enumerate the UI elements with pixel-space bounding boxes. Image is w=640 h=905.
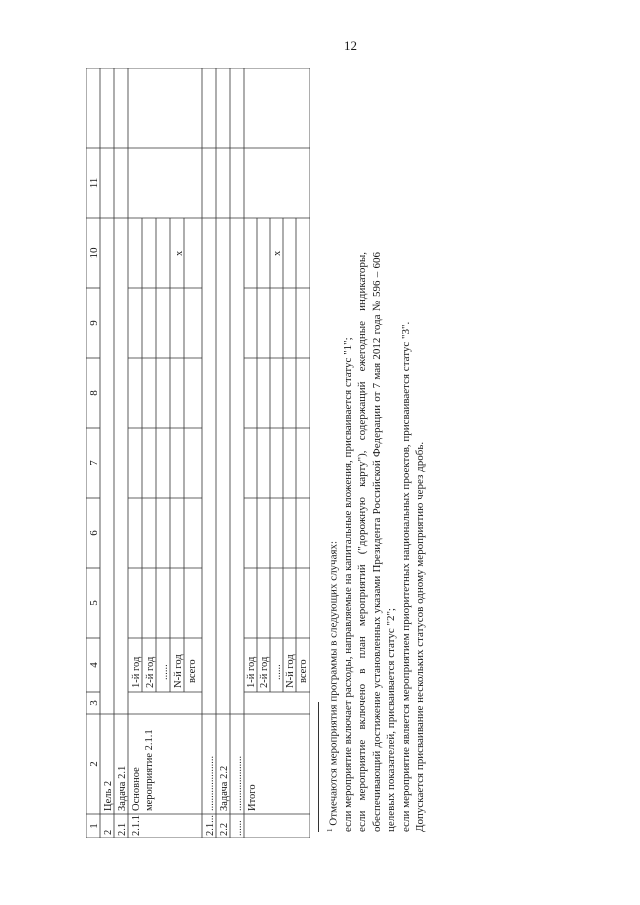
col-number-10: 10 — [88, 247, 100, 259]
col-number-6: 6 — [88, 530, 100, 536]
row-num-dots2: ...... — [233, 820, 244, 836]
total-year-2: 2-й год — [259, 656, 270, 688]
col-number-11: 11 — [88, 177, 100, 189]
row-name-task22: Задача 2.2 — [219, 765, 230, 811]
col-number-4: 4 — [88, 662, 100, 668]
total-year-1: 1-й год — [246, 656, 257, 688]
col-number-3: 3 — [88, 700, 100, 706]
footnote-marker: 1 — [326, 828, 334, 832]
event211-year-n: N-й год — [173, 654, 184, 688]
row-name-total: Итого — [247, 784, 258, 811]
row-name-dots2: ..................... — [233, 755, 244, 811]
row-num-goal2: 2 — [103, 829, 114, 835]
program-events-table — [86, 68, 310, 838]
row-num-task21: 2.1 — [117, 822, 128, 836]
row-num-dots1: 2.1... — [205, 815, 216, 836]
col-number-2: 2 — [88, 761, 100, 767]
total-mark: х — [272, 250, 283, 256]
footnote-case3: если мероприятие является мероприятием приоритетных национальных проектов, присваивается статус "3". — [399, 321, 412, 832]
footnote-case2: если мероприятие включено в план мероприятий ("дорожную карту"), содержащий ежегодные индикаторы, обеспечивающий достижение установленных указами Президента Российской Федерации от 7 мая 2012 года № 596 – 606 целевых показателей, присваивается статус "2"; — [356, 252, 398, 832]
col-number-8: 8 — [88, 390, 100, 396]
page-number: 12 — [344, 38, 357, 53]
total-year-dots: ...... — [272, 664, 283, 680]
event211-year-1: 1-й год — [131, 656, 142, 688]
row-name-goal2: Цель 2 — [103, 780, 114, 811]
row-num-task22: 2.2 — [219, 822, 230, 836]
total-year-n: N-й год — [285, 654, 296, 688]
row-name-dots1: ..................... — [205, 755, 216, 811]
footnote-case1: если мероприятие включает расходы, направляемые на капитальные вложения, присваивается статус "1"; — [342, 337, 355, 832]
row-num-event211: 2.1.1 — [131, 815, 142, 836]
row-name-task21: Задача 2.1 — [117, 765, 128, 811]
col-number-7: 7 — [88, 460, 100, 466]
footnote-separator — [318, 702, 319, 832]
row-name-event211-line2: мероприятие 2.1.1 — [144, 729, 155, 811]
total-year-total: всего — [298, 659, 309, 683]
footnote-final: Допускается присваивание нескольких статусов одному мероприятию через дробь. — [414, 441, 427, 832]
event211-mark: х — [174, 250, 185, 256]
row-name-event211-line1: Основное — [131, 767, 142, 811]
event211-year-2: 2-й год — [145, 656, 156, 688]
footnotes — [318, 252, 468, 832]
col-number-9: 9 — [88, 320, 100, 326]
event211-year-dots: ...... — [159, 664, 170, 680]
col-number-5: 5 — [88, 600, 100, 606]
footnote-intro: $^1$ Отмечаются мероприятия программы в следующих случаях: — [326, 540, 340, 832]
col-number-1: 1 — [88, 823, 100, 829]
event211-year-total: всего — [187, 659, 198, 683]
